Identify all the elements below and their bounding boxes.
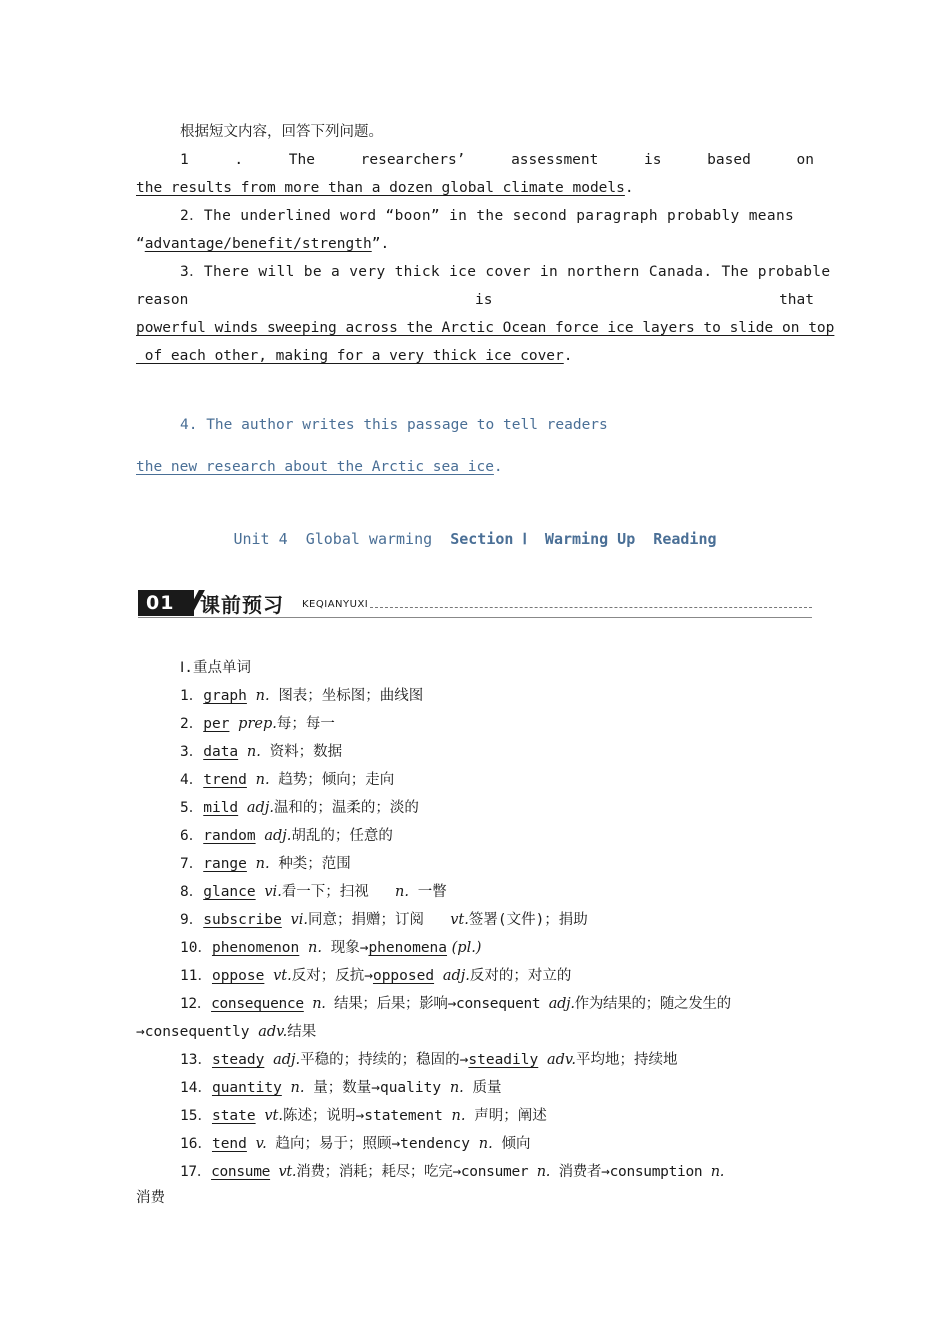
vocab-gloss: 趋向；易于；照顾→tendency <box>275 1136 471 1152</box>
vocab-word: tend <box>211 1136 247 1152</box>
q4-period: . <box>493 459 503 475</box>
vocab-pos: adj. <box>442 968 470 984</box>
vocab-word: random <box>203 828 256 844</box>
vocab-gloss: 作为结果的；随之发生的 <box>574 996 731 1012</box>
vocab-pos: n. <box>255 688 270 704</box>
vocab-pos: n. <box>536 1164 551 1180</box>
vocab-pos: n. <box>449 1080 464 1096</box>
q1-word: assessment <box>511 152 599 168</box>
vocab-word: mild <box>203 800 239 816</box>
banner-subtitle: KEQIANYUXI <box>302 599 369 610</box>
vocab-pos: n. <box>255 856 270 872</box>
vocab-derivative: →consequently <box>136 1024 250 1040</box>
vocab-item-continued <box>136 1022 814 1042</box>
vocab-word: phenomenon <box>211 940 300 956</box>
vocab-num: 4． <box>180 772 204 788</box>
vocab-pos: n. <box>290 1080 305 1096</box>
vocab-word: quantity <box>211 1080 282 1096</box>
vocab-item <box>136 994 814 1014</box>
vocab-pos: vt. <box>273 968 292 984</box>
vocab-gloss: 每；每一 <box>276 716 335 732</box>
vocab-pos: adj. <box>264 828 292 844</box>
vocab-gloss: 温和的；温柔的；淡的 <box>273 800 419 816</box>
vocab-num: 11． <box>180 968 212 984</box>
q1-word: on <box>796 152 814 168</box>
vocab-gloss: 量；数量→quality <box>313 1080 442 1096</box>
vocab-word: range <box>203 856 247 872</box>
vocab-pos: adj. <box>273 1052 301 1068</box>
vocab-pos: vi. <box>264 884 282 900</box>
vocab-word: steady <box>211 1052 265 1068</box>
q1-word: The <box>288 152 315 168</box>
question-1-line <box>136 150 814 170</box>
q4-answer: the new research about the Arctic sea ice <box>136 459 494 475</box>
vocab-derivative: phenomena <box>368 940 448 956</box>
vocab-num: 7． <box>180 856 204 872</box>
vocab-word: trend <box>203 772 247 788</box>
vocab-pos: n. <box>312 996 326 1012</box>
question-3-line-2 <box>136 290 814 310</box>
vocab-num: 17． <box>180 1164 212 1180</box>
question-3-line: 3．There will be a very thick ice cover in northern Canada. The probable <box>180 264 831 280</box>
vocab-pos: adv. <box>258 1024 288 1040</box>
vocab-pos: n. <box>451 1108 466 1124</box>
vocab-plural-note: (pl.) <box>447 940 482 956</box>
vocab-pos: vt. <box>264 1108 283 1124</box>
vocab-gloss: 陈述；说明→statement <box>283 1108 443 1124</box>
q2-close-quote: ”. <box>371 236 390 252</box>
vocab-pos: v. <box>255 1136 267 1152</box>
q1-answer: the results from more than a dozen global climate models <box>136 180 625 196</box>
q1-word: researchers’ <box>360 152 466 168</box>
vocab-item <box>136 1106 814 1126</box>
vocab-num: 2． <box>180 716 204 732</box>
q3-word: is <box>475 292 493 308</box>
question-4-answer-line <box>136 457 814 477</box>
vocab-pos: vt. <box>278 1164 297 1180</box>
vocab-gloss: 胡乱的；任意的 <box>291 828 393 844</box>
unit-name: Unit 4 Global warming <box>233 530 433 548</box>
question-3-answer-line-1 <box>136 318 835 338</box>
vocab-word: state <box>211 1108 256 1124</box>
q1-period: . <box>624 180 634 196</box>
vocab-gloss: 结果；后果；影响→consequent <box>334 996 541 1012</box>
q3-period: . <box>563 348 573 364</box>
vocab-pos: vt. <box>450 912 469 928</box>
q2-open-quote: “ <box>136 236 145 252</box>
vocab-word: consequence <box>211 996 304 1012</box>
vocab-derivative: opposed <box>372 968 435 984</box>
vocab-num: 9． <box>180 912 204 928</box>
vocab-item-continued: 消费 <box>136 1190 165 1206</box>
vocab-item <box>136 798 814 818</box>
vocab-gloss: 质量 <box>472 1080 502 1096</box>
vocab-word: consume <box>211 1164 271 1180</box>
q1-number: 1 <box>180 152 189 168</box>
vocab-item <box>136 686 814 706</box>
vocab-pos: prep. <box>238 716 277 732</box>
vocab-item <box>136 1134 814 1154</box>
vocab-word: subscribe <box>203 912 282 928</box>
vocab-num: 5． <box>180 800 204 816</box>
vocab-gloss: 消费；消耗；耗尽；吃完→consumer <box>296 1164 529 1180</box>
vocab-item <box>136 882 814 902</box>
vocab-word: graph <box>203 688 247 704</box>
vocab-item <box>136 826 814 846</box>
vocab-num: 14． <box>180 1080 212 1096</box>
vocab-word: data <box>203 744 239 760</box>
vocab-gloss: 声明；阐述 <box>474 1108 547 1124</box>
vocab-pos: n. <box>308 940 322 956</box>
vocab-pos: n. <box>255 772 270 788</box>
unit-title <box>0 530 950 548</box>
vocab-item <box>136 966 814 986</box>
vocab-num: 16． <box>180 1136 212 1152</box>
vocab-gloss: 同意；捐赠；订阅 <box>308 912 424 928</box>
q3-word: reason <box>136 292 189 308</box>
vocab-gloss: 趋势；倾向；走向 <box>278 772 395 788</box>
vocab-num: 8． <box>180 884 204 900</box>
question-3-answer-line-2 <box>136 346 814 366</box>
question-2-line: 2．The underlined word “boon” in the second paragraph probably means <box>180 208 795 224</box>
vocab-gloss: 反对的；对立的 <box>469 968 572 984</box>
banner-title: 课前预习 <box>200 593 284 617</box>
vocab-gloss: 反对；反抗→ <box>291 968 373 984</box>
vocab-item <box>136 910 814 930</box>
vocab-derivative: steadily <box>468 1052 539 1068</box>
q3-answer-part-1: powerful winds sweeping across the Arctic Ocean force ice layers to slide on top <box>136 320 835 336</box>
vocab-gloss: 平稳的；持续的；稳固的→ <box>300 1052 469 1068</box>
vocab-item <box>136 742 814 762</box>
vocab-num: 1． <box>180 688 204 704</box>
vocab-gloss: 签署(文件)；捐助 <box>468 912 588 928</box>
section-name: Section Ⅰ Warming Up Reading <box>450 530 717 548</box>
vocab-pos: vi. <box>290 912 308 928</box>
vocab-gloss: 结果 <box>287 1024 317 1040</box>
question-2-answer-line <box>136 234 814 254</box>
vocab-pos: n. <box>478 1136 493 1152</box>
vocab-item <box>136 1078 814 1098</box>
question-1-answer-line <box>136 178 814 198</box>
q2-answer: advantage/benefit/strength <box>144 236 372 252</box>
q3-answer-part-2: of each other, making for a very thick ice cover <box>136 348 564 364</box>
question-4-line: 4. The author writes this passage to tell readers <box>180 417 608 433</box>
vocab-gloss: 消费者→consumption <box>558 1164 703 1180</box>
vocab-pos: adv. <box>546 1052 576 1068</box>
vocab-gloss: 现象→ <box>330 940 369 956</box>
vocab-word: glance <box>203 884 256 900</box>
vocab-num: 13． <box>180 1052 212 1068</box>
vocab-pos: n. <box>710 1164 725 1180</box>
vocab-item <box>136 770 814 790</box>
exercise-intro: 根据短文内容，回答下列问题。 <box>180 124 383 140</box>
section-banner <box>138 588 812 620</box>
vocab-word: per <box>203 716 230 732</box>
banner-base-rule <box>138 617 812 618</box>
vocab-num: 6． <box>180 828 204 844</box>
vocab-item <box>136 1162 814 1182</box>
vocab-word: oppose <box>211 968 265 984</box>
vocab-heading: Ⅰ.重点单词 <box>180 660 252 676</box>
vocab-num: 12． <box>180 996 212 1012</box>
vocab-num: 15． <box>180 1108 212 1124</box>
vocab-num: 3． <box>180 744 204 760</box>
vocab-gloss: 一瞥 <box>417 884 447 900</box>
vocab-item <box>136 854 814 874</box>
vocab-item <box>136 714 814 734</box>
vocab-item <box>136 938 814 958</box>
q1-dot: . <box>234 152 244 168</box>
vocab-gloss: 平均地；持续地 <box>575 1052 678 1068</box>
banner-dashed-rule <box>370 607 812 608</box>
vocab-pos: n. <box>395 884 409 900</box>
q1-word: based <box>707 152 751 168</box>
vocab-pos: adj. <box>548 996 575 1012</box>
vocab-num: 10． <box>180 940 212 956</box>
q3-word: that <box>779 292 814 308</box>
q1-word: is <box>644 152 662 168</box>
vocab-pos: adj. <box>246 800 274 816</box>
vocab-gloss: 看一下；扫视 <box>281 884 369 900</box>
vocab-gloss: 倾向 <box>501 1136 531 1152</box>
section-number-badge: 01 <box>138 590 194 616</box>
vocab-gloss: 种类；范围 <box>278 856 351 872</box>
vocab-gloss: 资料；数据 <box>269 744 343 760</box>
vocab-pos: n. <box>246 744 261 760</box>
vocab-gloss: 图表；坐标图；曲线图 <box>278 688 424 704</box>
vocab-item <box>136 1050 814 1070</box>
